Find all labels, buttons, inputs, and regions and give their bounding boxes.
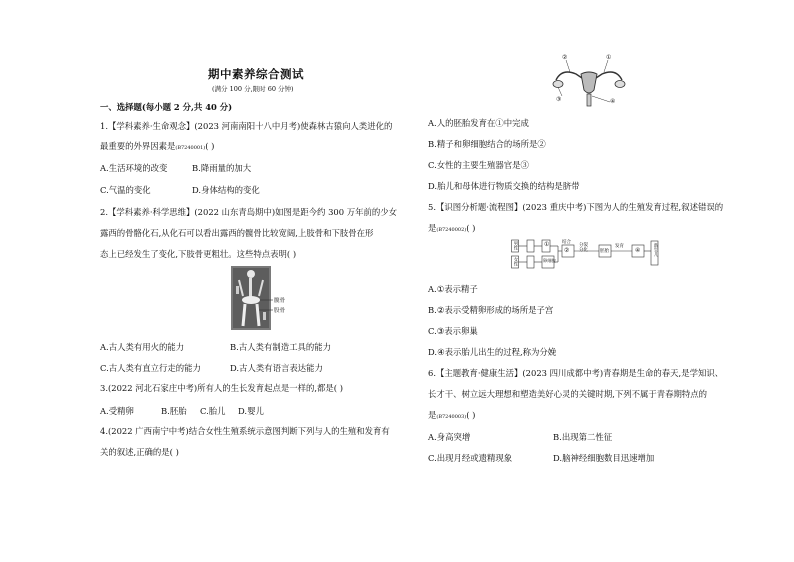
q1-stem-line1 bbox=[100, 120, 392, 132]
flow-cell-division: 分裂 分化 bbox=[579, 243, 588, 253]
section-heading: 一、选择题(每小题 2 分,共 40 分) bbox=[100, 102, 233, 112]
q1-option-c: C.气温的变化 bbox=[100, 185, 151, 195]
fig-label-4: ④ bbox=[610, 98, 616, 105]
q1-answer-blank: ( ) bbox=[205, 141, 215, 151]
female-reproductive-system-figure bbox=[548, 56, 630, 110]
q5-stem-line2 bbox=[428, 222, 475, 236]
flow-n2: ② bbox=[564, 247, 570, 254]
page-subtitle: (满分 100 分,限时 60 分钟) bbox=[212, 85, 294, 93]
q5-line2-text: 是 bbox=[428, 223, 437, 233]
q5-code: (B7240002) bbox=[436, 227, 467, 233]
q1-option-b: B.降雨量的加大 bbox=[192, 163, 252, 173]
q1-option-d: D.身体结构的变化 bbox=[192, 185, 260, 195]
q1-option-a: A.生活环境的改变 bbox=[100, 163, 168, 173]
fig-label-hip: 髋骨 bbox=[274, 298, 286, 304]
flow-n4: ④ bbox=[635, 247, 641, 254]
q1-line2-text: 最重要的外界因素是 bbox=[100, 141, 176, 151]
fig-label-femur: 股骨 bbox=[274, 308, 286, 314]
q6-stem-line3 bbox=[428, 409, 475, 423]
flow-egg: 卵细胞 bbox=[543, 258, 556, 263]
q1-stem-line2 bbox=[100, 140, 214, 154]
q5-answer-blank: ( ) bbox=[466, 223, 476, 233]
flow-develop: 发育 bbox=[615, 244, 624, 249]
q4-option-c: C.女性的主要生殖器官是③ bbox=[428, 160, 529, 170]
q5-stem-line1: 5.【识图分析题·流程图】(2023 重庆中考)下图为人的生殖发育过程,叙述错误的 bbox=[428, 202, 724, 212]
q5-option-d: D.④表示胎儿出生的过程,称为分娩 bbox=[428, 347, 557, 357]
flow-combine: 结合 bbox=[562, 240, 571, 245]
flow-newborn: 新生儿 bbox=[653, 243, 658, 257]
fig-label-2: ② bbox=[562, 54, 568, 61]
flow-father: 男性 bbox=[513, 241, 518, 250]
q3-stem: 3.(2022 河北石家庄中考)所有人的生长发育起点是一样的,都是( ) bbox=[100, 383, 343, 393]
q6-stem-line2: 长才干、树立远大理想和塑造美好心灵的关键时期,下列不属于青春期特点的 bbox=[428, 389, 708, 399]
q2-stem-line3: 态上已经发生了变化,下肢骨更粗壮。这些特点表明( ) bbox=[100, 249, 297, 259]
fig-label-1: ① bbox=[606, 54, 612, 61]
q6-option-b: B.出现第二性征 bbox=[553, 432, 613, 442]
q1-line1-text: 1.【学科素养·生命观念】(2023 河南南阳十八中月考)使森林古猿向人类进化的 bbox=[100, 121, 393, 131]
q6-stem-line1: 6.【主题教育·健康生活】(2023 四川成都中考)青春期是生命的春天,是学知识、 bbox=[428, 368, 724, 378]
q1-code: (B7240001) bbox=[175, 145, 206, 151]
q6-option-c: C.出现月经或遗精现象 bbox=[428, 453, 513, 463]
q3-option-a: A.受精卵 bbox=[100, 406, 134, 416]
q5-option-a: A.①表示精子 bbox=[428, 284, 478, 294]
q4-stem-line1: 4.(2022 广西南宁中考)结合女性生殖系统示意图判断下列与人的生殖和发育有 bbox=[100, 426, 390, 436]
q5-option-b: B.②表示受精卵形成的场所是子宫 bbox=[428, 305, 554, 315]
q4-option-b: B.精子和卵细胞结合的场所是② bbox=[428, 139, 546, 149]
q3-option-c: C.胎儿 bbox=[200, 406, 226, 416]
q6-code: (B7240003) bbox=[436, 414, 467, 420]
q2-stem-line1: 2.【学科素养·科学思维】(2022 山东青岛期中)如图是距今约 300 万年前的少女 bbox=[100, 207, 397, 217]
flow-n1: ① bbox=[544, 241, 550, 248]
page-title: 期中素养综合测试 bbox=[208, 67, 304, 81]
q4-option-a: A.人的胚胎发育在①中完成 bbox=[428, 118, 529, 128]
q6-answer-blank: ( ) bbox=[466, 410, 476, 420]
q3-option-d: D.婴儿 bbox=[238, 406, 264, 416]
q6-option-a: A.身高突增 bbox=[428, 432, 471, 442]
q4-option-d: D.胎儿和母体进行物质交换的结构是脐带 bbox=[428, 181, 580, 191]
q2-stem-line2: 露西的骨骼化石,从化石可以看出露西的髋骨比较宽阔,上肢骨和下肢骨在形 bbox=[100, 228, 374, 238]
lucy-skeleton-figure bbox=[231, 266, 295, 330]
q6-line3-text: 是 bbox=[428, 410, 437, 420]
q2-option-c: C.古人类有直立行走的能力 bbox=[100, 363, 201, 373]
q5-option-c: C.③表示卵巢 bbox=[428, 326, 478, 336]
flow-embryo: 胚胎 bbox=[600, 249, 609, 254]
q2-option-d: D.古人类有语言表达能力 bbox=[230, 363, 323, 373]
fig-label-3: ③ bbox=[556, 96, 562, 103]
q2-option-b: B.古人类有制造工具的能力 bbox=[230, 342, 331, 352]
q3-option-b: B.胚胎 bbox=[161, 406, 187, 416]
q4-stem-line2: 关的叙述,正确的是( ) bbox=[100, 447, 179, 457]
flow-mother: 女性 bbox=[513, 257, 518, 266]
q6-option-d: D.脑神经细胞数目迅速增加 bbox=[553, 453, 655, 463]
reproduction-flowchart bbox=[511, 239, 659, 271]
skeleton-image bbox=[231, 266, 295, 330]
q2-option-a: A.古人类有用火的能力 bbox=[100, 342, 185, 352]
